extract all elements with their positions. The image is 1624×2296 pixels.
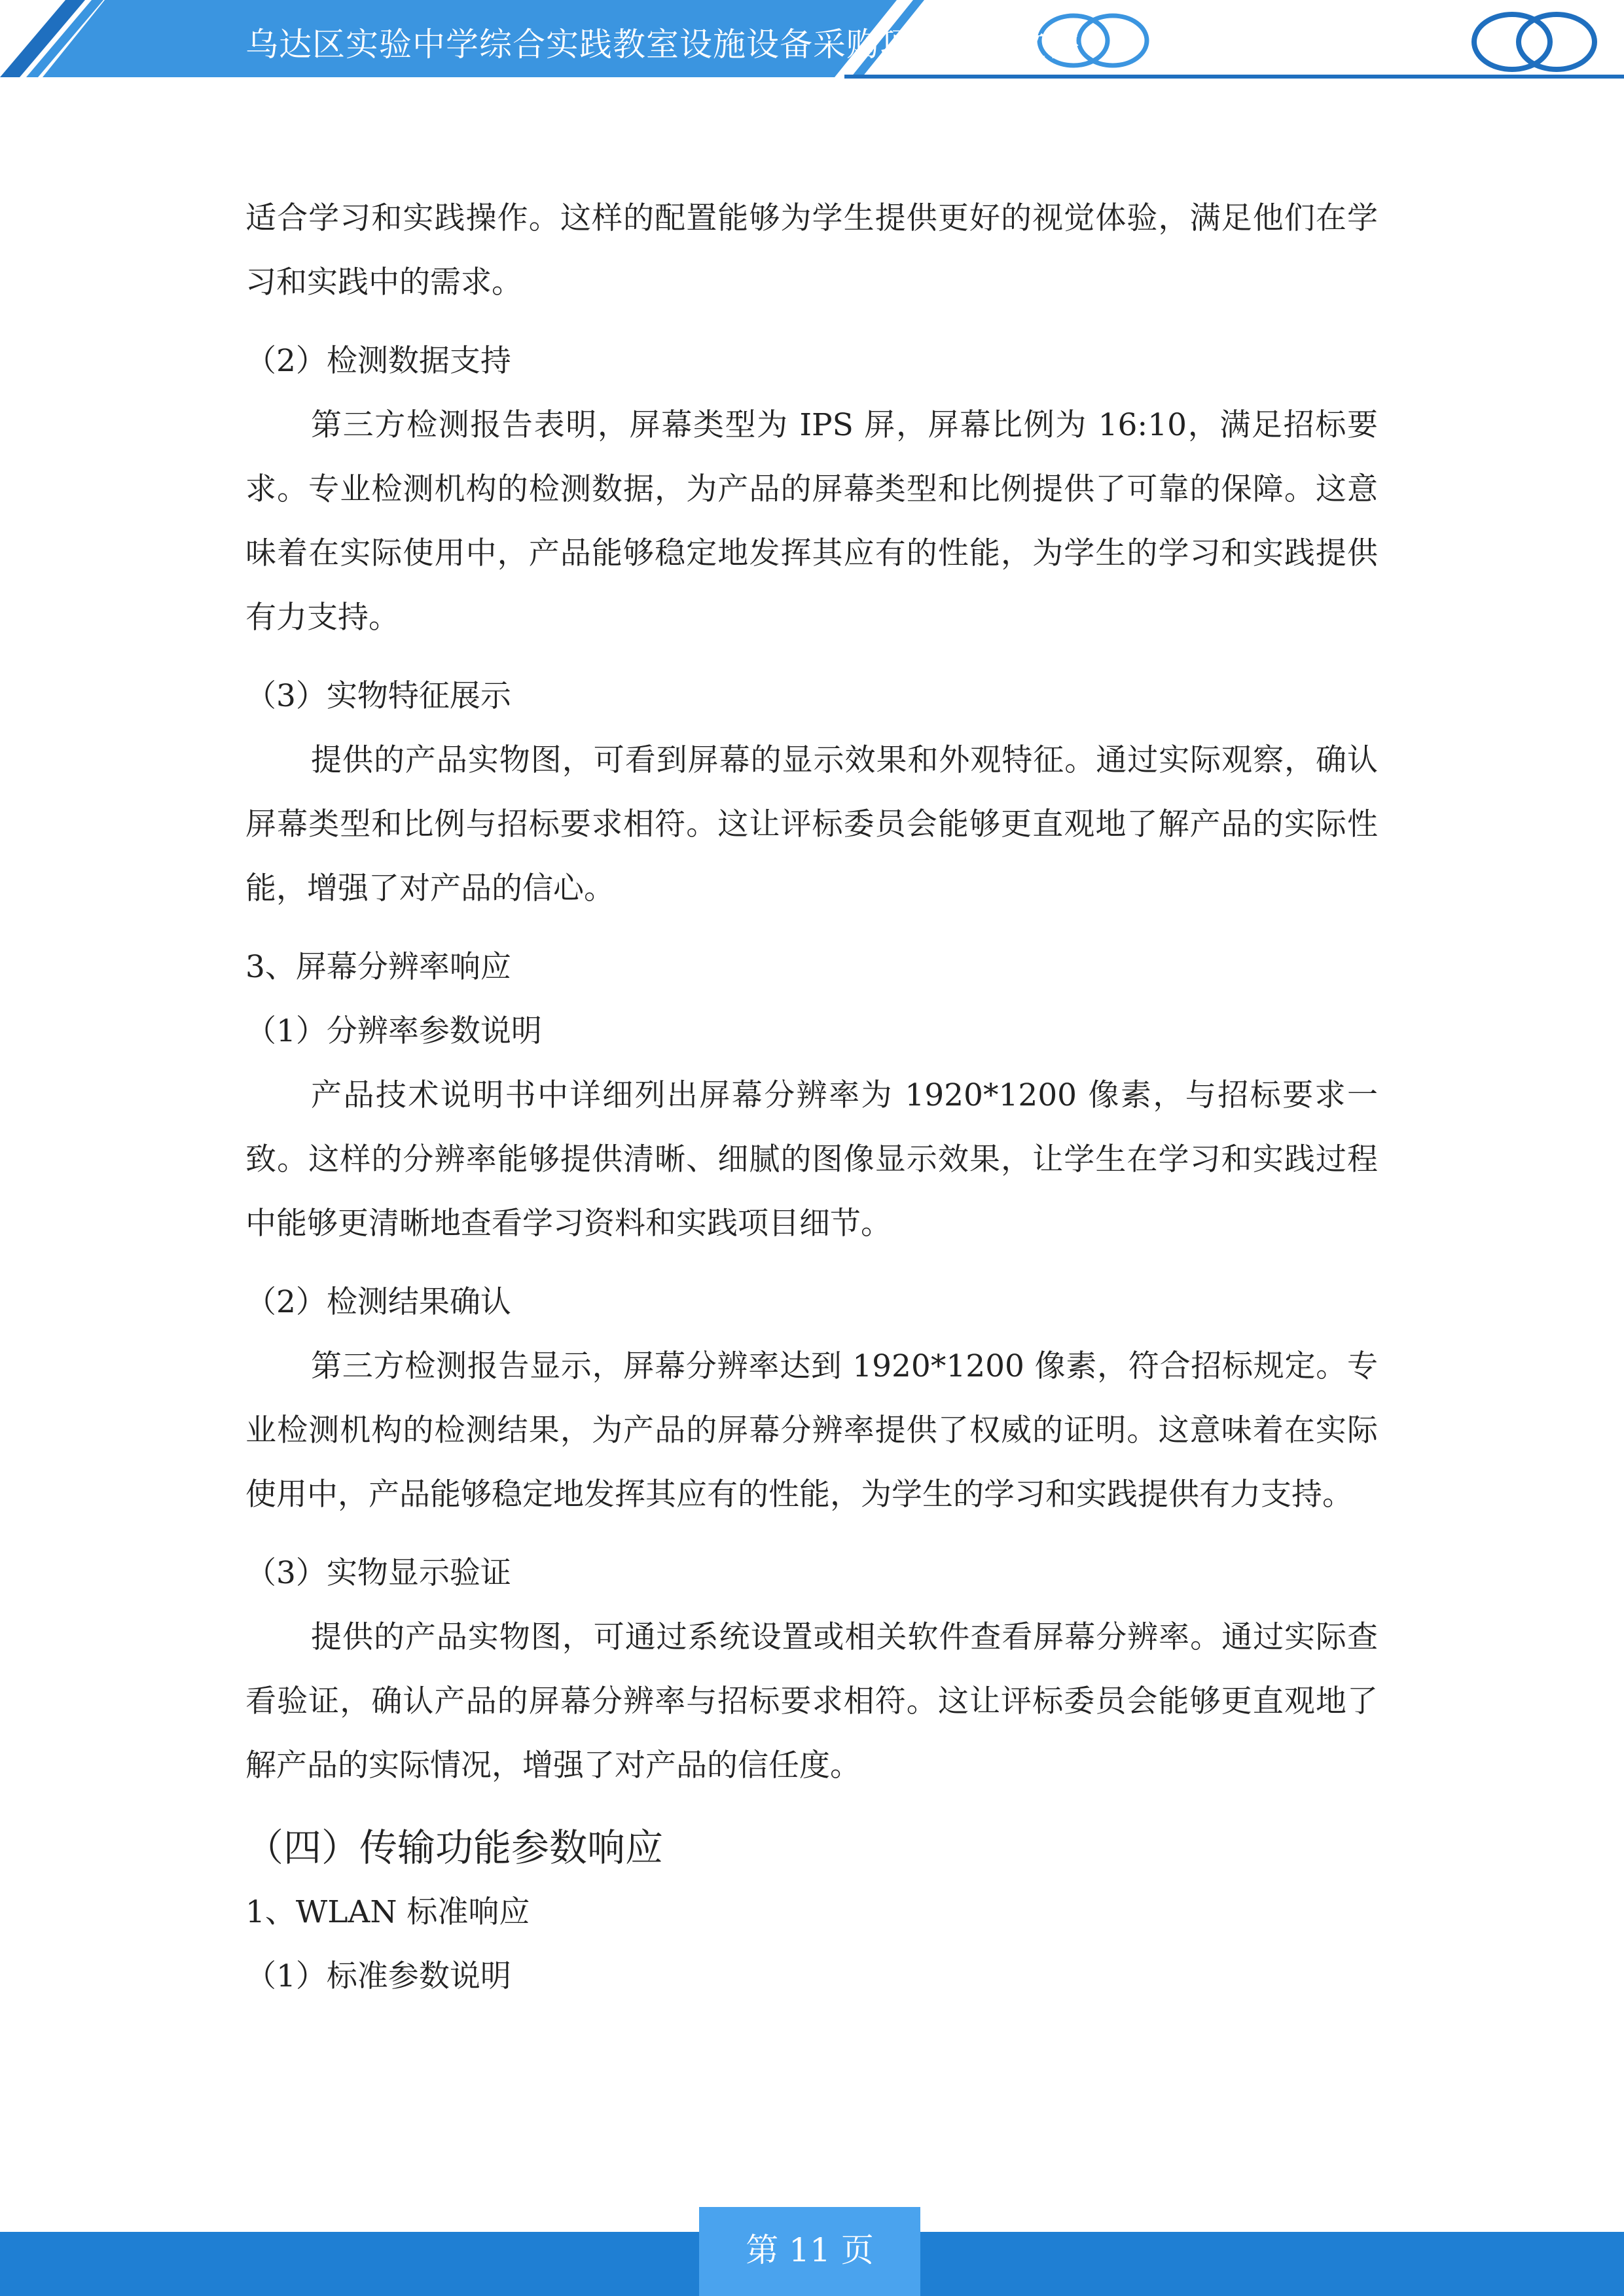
- paragraph-display-verification: 提供的产品实物图，可通过系统设置或相关软件查看屏幕分辨率。通过实际查看验证，确认产品的屏幕分辨率与招标要求相符。这让评标委员会能够更直观地了解产品的实际情况，增强了对产品的信任度。: [245, 1619, 1378, 1784]
- paragraph-intro: 适合学习和实践操作。这样的配置能够为学生提供更好的视觉体验，满足他们在学习和实践中的需求。: [245, 200, 1378, 300]
- subheading-standard-params: （1）标准参数说明: [245, 1958, 511, 1994]
- subheading-physical-features: （3）实物特征展示: [245, 678, 511, 714]
- paragraph-test-results: 第三方检测报告显示，屏幕分辨率达到 1920*1200 像素，符合招标规定。专业检测机构的检测结果，为产品的屏幕分辨率提供了权威的证明。这意味着在实际使用中，产品能够稳定地发挥其应有的性能，为学生的学习和实践提供有力支持。: [245, 1348, 1378, 1513]
- header-title: 乌达区实验中学综合实践教室设施设备采购项目投标文件: [245, 26, 1080, 63]
- page-number: 第 11 页: [746, 2231, 874, 2269]
- paragraph-resolution-params: 产品技术说明书中详细列出屏幕分辨率为 1920*1200 像素，与招标要求一致。这样的分辨率能够提供清晰、细腻的图像显示效果，让学生在学习和实践过程中能够更清晰地查看学习资料和实践项目细节。: [245, 1077, 1378, 1242]
- subheading-test-results: （2）检测结果确认: [245, 1284, 511, 1320]
- subheading-display-verification: （3）实物显示验证: [245, 1555, 511, 1591]
- subheading-test-data: （2）检测数据支持: [245, 343, 511, 379]
- heading-resolution-response: 3、屏幕分辨率响应: [245, 949, 511, 985]
- document-body: [245, 187, 1378, 2009]
- heading-wlan-response: 1、WLAN 标准响应: [245, 1894, 530, 1930]
- subheading-resolution-params: （1）分辨率参数说明: [245, 1013, 542, 1049]
- paragraph-physical-features: 提供的产品实物图，可看到屏幕的显示效果和外观特征。通过实际观察，确认屏幕类型和比例与招标要求相符。这让评标委员会能够更直观地了解产品的实际性能，增强了对产品的信心。: [245, 742, 1378, 906]
- page-header: [0, 0, 1624, 85]
- paragraph-test-data: 第三方检测报告表明，屏幕类型为 IPS 屏，屏幕比例为 16:10，满足招标要求。专业检测机构的检测数据，为产品的屏幕类型和比例提供了可靠的保障。这意味着在实际使用中，产品能够稳定地发挥其应有的性能，为学生的学习和实践提供有力支持。: [245, 407, 1378, 636]
- section-heading-transmission: （四）传输功能参数响应: [245, 1825, 664, 1870]
